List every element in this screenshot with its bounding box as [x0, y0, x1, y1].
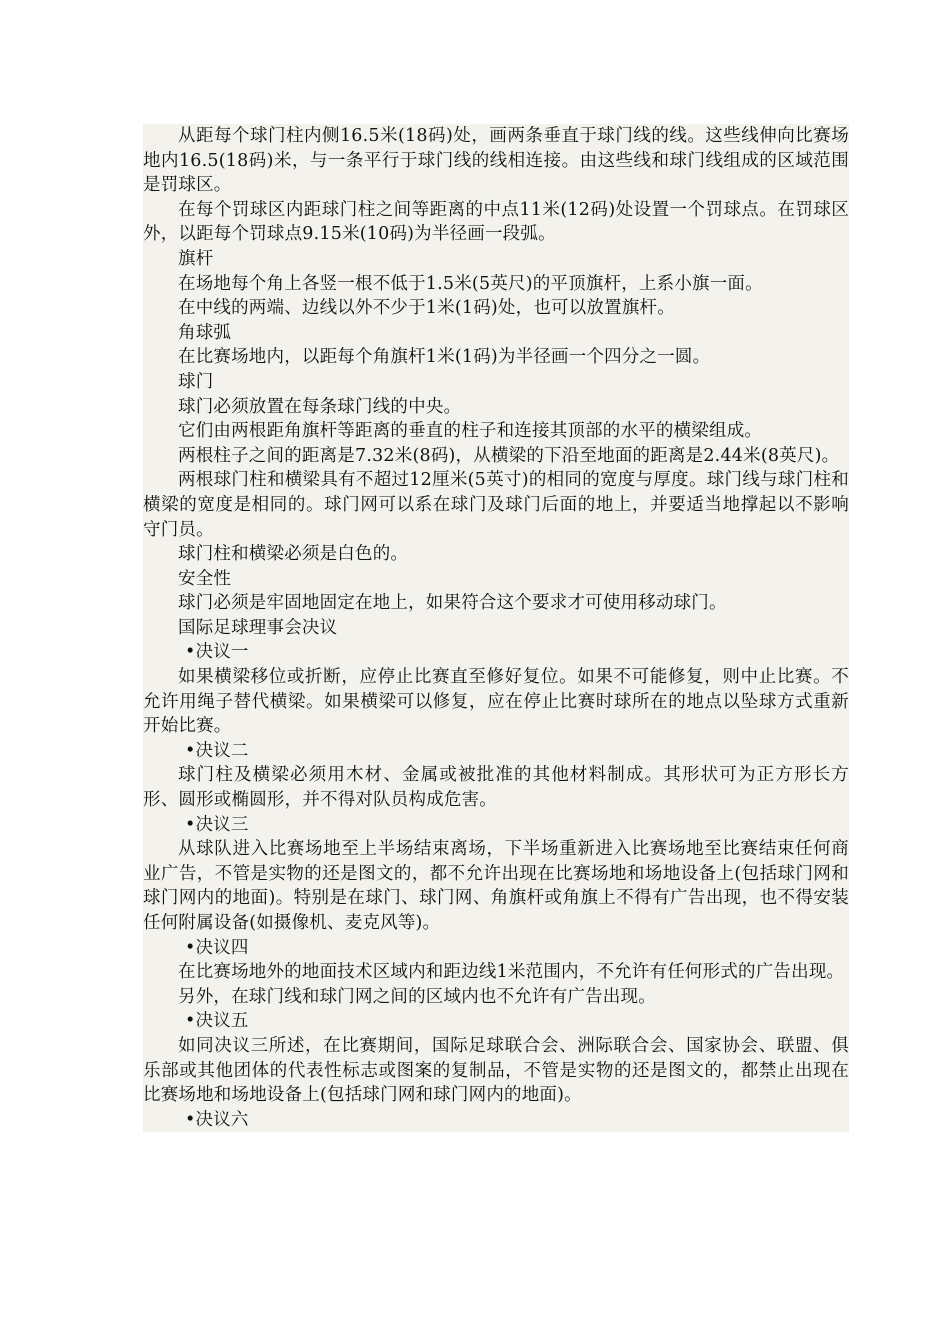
paragraph: 在中线的两端、边线以外不少于1米(1码)处，也可以放置旗杆。	[178, 298, 675, 319]
paragraph: 球门柱及横梁必须用木材、金属或被批准的其他材料制成。其形状可为正方形长方形、圆形或椭圆形，并不得对队员构成危害。	[143, 765, 849, 811]
paragraph: 另外，在球门线和球门网之间的区域内也不允许有广告出现。	[178, 986, 656, 1007]
paragraph: 如同决议三所述，在比赛期间，国际足球联合会、洲际联合会、国家协会、联盟、俱乐部或其他团体的代表性标志或图案的复制品，不管是实物的还是图文的，都禁止出现在比赛场地和场地设备上(包括球门网和球门网内的地面)。	[143, 1035, 849, 1106]
paragraph: 两根球门柱和横梁具有不超过12厘米(5英寸)的相同的宽度与厚度。球门线与球门柱和横梁的宽度是相同的。球门网可以系在球门及球门后面的地上，并要适当地撑起以不影响守门员。	[143, 470, 849, 540]
paragraph: 在场地每个角上各竖一根不低于1.5米(5英尺)的平顶旗杆，上系小旗一面。	[178, 273, 763, 294]
document-page	[143, 124, 849, 1132]
paragraph: 在比赛场地内，以距每个角旗杆1米(1码)为半径画一个四分之一圆。	[178, 347, 711, 368]
resolution-bullet: •决议二	[185, 740, 249, 761]
paragraph: 如果横梁移位或折断，应停止比赛直至修好复位。如果不可能修复，则中止比赛。不允许用绳子替代横梁。如果横梁可以修复，应在停止比赛时球所在的地点以坠球方式重新开始比赛。	[143, 667, 849, 737]
section-heading: 国际足球理事会决议	[178, 617, 338, 638]
paragraph: 球门必须放置在每条球门线的中央。	[178, 396, 462, 417]
resolution-bullet: •决议三	[185, 814, 249, 835]
paragraph: 它们由两根距角旗杆等距离的垂直的柱子和连接其顶部的水平的横梁组成。	[178, 421, 763, 442]
resolution-bullet: •决议五	[185, 1011, 249, 1032]
resolution-bullet: •决议四	[185, 937, 249, 958]
paragraph: 在每个罚球区内距球门柱之间等距离的中点11米(12码)处设置一个罚球点。在罚球区外，以距每个罚球点9.15米(10码)为半径画一段弧。	[143, 199, 849, 245]
paragraph: 球门必须是牢固地固定在地上，如果符合这个要求才可使用移动球门。	[178, 593, 727, 614]
section-heading: 旗杆	[178, 248, 214, 269]
section-heading: 安全性	[178, 568, 232, 589]
paragraph: 从距每个球门柱内侧16.5米(18码)处，画两条垂直于球门线的线。这些线伸向比赛场地内16.5(18码)米，与一条平行于球门线的线相连接。由这些线和球门线组成的区域范围是罚球区。	[143, 126, 849, 196]
paragraph: 球门柱和横梁必须是白色的。	[178, 544, 409, 565]
paragraph: 两根柱子之间的距离是7.32米(8码)，从横梁的下沿至地面的距离是2.44米(8英尺)。	[178, 445, 840, 466]
paragraph: 在比赛场地外的地面技术区域内和距边线1米范围内，不允许有任何形式的广告出现。	[178, 962, 845, 983]
resolution-bullet: •决议六	[185, 1109, 249, 1130]
paragraph: 从球队进入比赛场地至上半场结束离场，下半场重新进入比赛场地至比赛结束任何商业广告，不管是实物的还是图文的，都不允许出现在比赛场地和场地设备上(包括球门网和球门网内的地面)。特别是在球门、球门网、角旗杆或角旗上不得有广告出现，也不得安装任何附属设备(如摄像机、麦克风等)。	[143, 839, 849, 933]
section-heading: 角球弧	[178, 322, 232, 343]
resolution-bullet: •决议一	[185, 642, 249, 663]
section-heading: 球门	[178, 371, 214, 392]
